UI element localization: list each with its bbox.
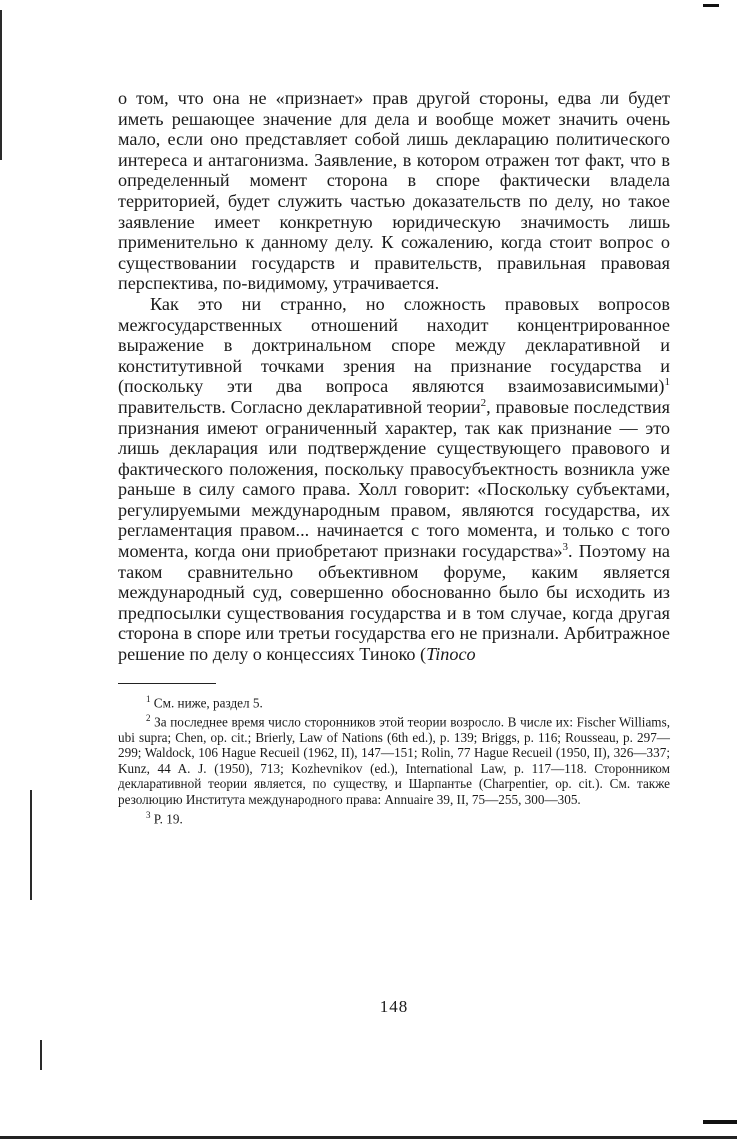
footnote-separator — [118, 683, 216, 684]
footnote-text: См. ниже, раздел 5. — [153, 695, 263, 711]
paragraph-2-italic: Tinoco — [426, 644, 476, 665]
footnote-2 — [118, 711, 670, 808]
footnote-1 — [118, 692, 670, 711]
footnote-ref-3[interactable]: 3 — [562, 541, 569, 553]
scan-bottom-edge — [0, 1136, 737, 1139]
scan-corner-mark — [703, 4, 719, 7]
paragraph-2-part-a: Как это ни странно, но сложность правовых вопросов межгосударственных отношений находит концентрированное выражение в доктринальном споре между декларативной и конститутивной точками зрения на признание государства и (поскольку эти два вопроса являются взаимозависимыми) — [118, 293, 670, 397]
page-number: 148 — [379, 997, 409, 1016]
binding-edge — [40, 1040, 42, 1070]
footnote-ref-2[interactable]: 2 — [480, 396, 487, 409]
binding-edge — [0, 10, 2, 160]
paragraph-2 — [118, 294, 670, 665]
paragraph-2-part-d: . Поэтому на таком сравнительно объективном форуме, каким является международный суд, совершенно обоснованно было бы исходить из предпосылки существования государства и в том случае, когда другая сторона в споре или третьи государства его не признали. Арбитражное решение по делу о концессиях Тиноко ( — [118, 541, 670, 665]
footnote-number: 1 — [146, 693, 151, 704]
footnote-3 — [118, 808, 670, 827]
footnote-number: 2 — [146, 712, 151, 723]
paragraph-2-part-c: , правовые последствия признания имеют ограниченный характер, так как признание — это лишь декларация или подтверждение существующего правового и фактического положения, поскольку правосубъектность возникла уже раньше в силу самого права. Холл говорит: «Поскольку субъектами, регулируемыми международным правом, являются государства, их регламентация правом... начинается с того момента, и только с того момента, когда они приобретают признаки государства» — [118, 396, 670, 562]
footnote-text: P. 19. — [153, 810, 183, 826]
scan-corner-mark — [703, 1120, 737, 1124]
body-text — [118, 88, 670, 665]
footnote-text: За последнее время число сторонников этой теории возросло. В числе их: Fischer Williams, ubi supra; Chen, op. cit.; Brierly, Law of Nations (6th ed.), p. 139; Briggs, p. 116; Rousseau, p. 297—299; Waldock, 106 Hague Recueil (1962, II), 147—151; Rolin, 77 Hague Recueil (1950, II), 326—337; Kunz, 44 A. J. (1950), 713; Kozhevnikov (ed.), International Law, p. 117—118. Сторонником декларативной теории является, по существу, и Шарпантье (Charpentier, op. cit.). См. также резолюцию Института международного права: Annuaire 39, II, 75—255, 300—305. — [118, 714, 670, 807]
page-content — [118, 88, 670, 827]
footnotes — [118, 692, 670, 827]
footnote-number: 3 — [146, 809, 151, 820]
footnote-ref-1[interactable]: 1 — [664, 376, 670, 389]
paragraph-1: о том, что она не «признает» прав другой стороны, едва ли будет иметь решающее значение для дела и вообще может значить очень мало, если оно представляет собой лишь декларацию политического интереса и антагонизма. Заявление, в котором отражен тот факт, что в определенный момент сторона в споре фактически владела территорией, будет служить частью доказательств по делу, но такое заявление имеет конкретную юридическую значимость лишь применительно к данному делу. К сожалению, когда стоит вопрос о существовании государств и правительств, правильная правовая перспектива, по-видимому, утрачивается. — [118, 88, 670, 294]
binding-edge — [30, 790, 32, 900]
paragraph-2-part-b: правительств. Согласно декларативной теории — [118, 396, 481, 417]
